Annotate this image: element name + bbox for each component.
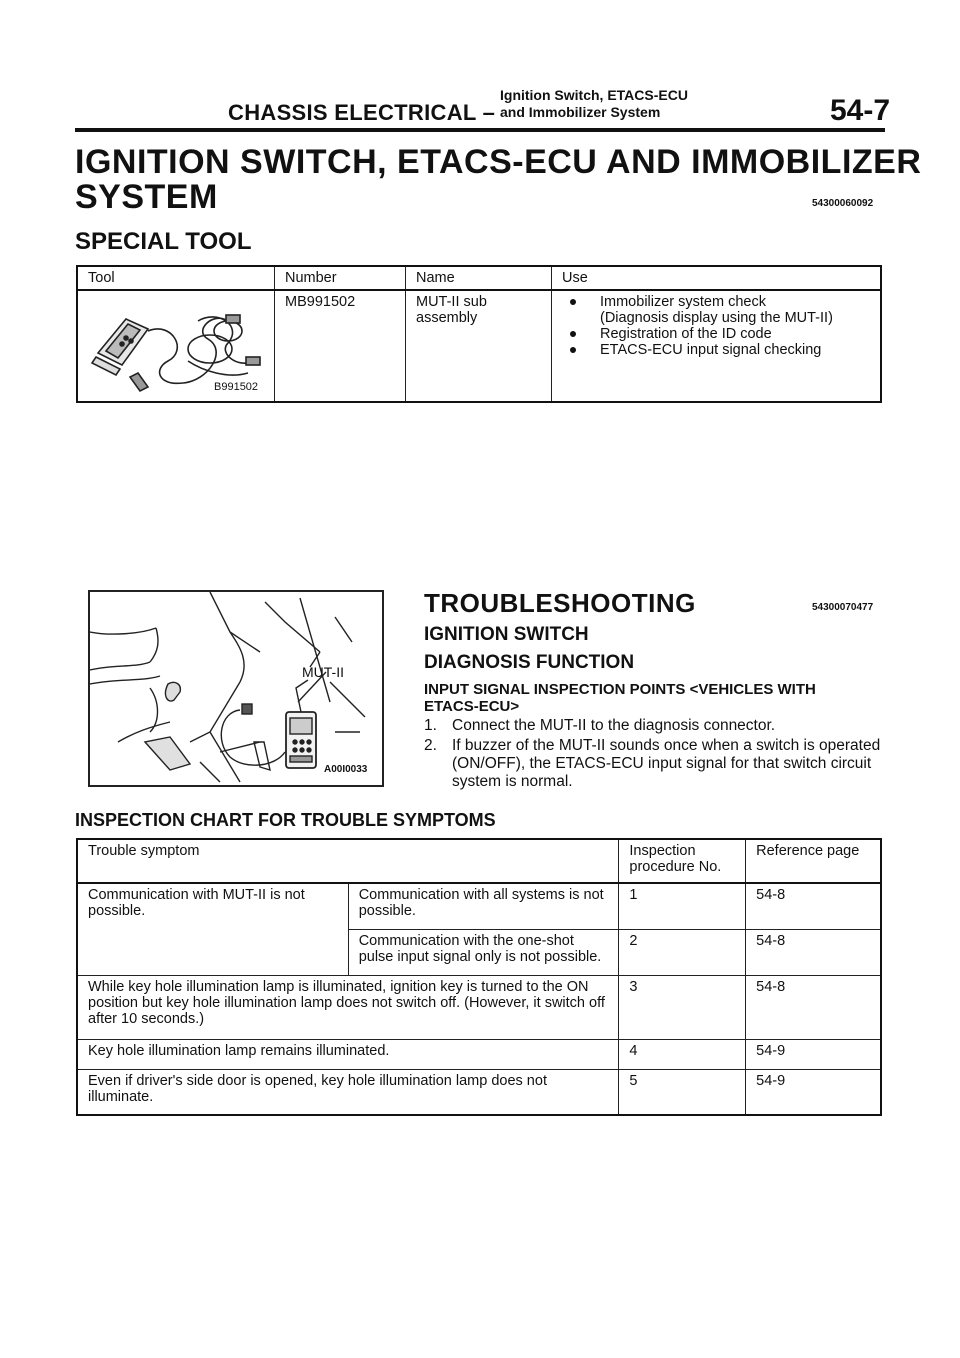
special-tool-table (76, 265, 882, 403)
step-text: Connect the MUT-II to the diagnosis connector. (452, 717, 776, 734)
bullet-icon (570, 347, 576, 353)
list-item: Immobilizer system check (562, 294, 870, 310)
page-title-line1: IGNITION SWITCH, ETACS-ECU AND IMMOBILIZER (75, 143, 922, 181)
tool-number: MB991502 (275, 290, 406, 402)
reference-page: 54-9 (746, 1069, 881, 1115)
list-item: (Diagnosis display using the MUT-II) (600, 310, 833, 326)
header-subtitle-line2: and Immobilizer System (500, 104, 661, 120)
bullet-icon (570, 299, 576, 305)
table-row (77, 290, 881, 402)
figure-device-label: MUT-II (302, 664, 344, 680)
col-trouble-symptom: Trouble symptom (77, 839, 619, 883)
table-row (77, 1069, 881, 1115)
special-tool-heading: SPECIAL TOOL (75, 228, 252, 255)
step-1 (424, 717, 884, 735)
col-inspection-no: Inspection procedure No. (619, 839, 746, 883)
reference-page: 54-8 (746, 975, 881, 1039)
procedure-no: 3 (619, 975, 746, 1039)
header-section: CHASSIS ELECTRICAL – (228, 100, 496, 125)
dashboard-illustration (90, 592, 382, 785)
header-subtitle-line1: Ignition Switch, ETACS-ECU (500, 87, 688, 103)
diagnosis-connector-figure (88, 590, 384, 787)
table-row (77, 975, 881, 1039)
step-text: If buzzer of the MUT-II sounds once when a switch is operated (ON/OFF), the ETACS-ECU input signal for that switch circuit system is normal. (452, 737, 881, 790)
page-number: 54-7 (830, 94, 891, 127)
troubleshooting-title: TROUBLESHOOTING (424, 588, 696, 618)
bullet-icon (570, 331, 576, 337)
symptom-group: Communication with MUT-II is not possible. (77, 883, 348, 975)
page-title-line2: SYSTEM (75, 178, 218, 216)
inspection-chart-title: INSPECTION CHART FOR TROUBLE SYMPTOMS (75, 810, 496, 830)
step-number: 2. (424, 737, 437, 754)
tool-use-list (562, 294, 870, 358)
list-item: Registration of the ID code (562, 326, 870, 342)
col-reference-page: Reference page (746, 839, 881, 883)
symptom: Key hole illumination lamp remains illuminated. (77, 1039, 619, 1069)
table-row (77, 883, 881, 929)
reference-page: 54-9 (746, 1039, 881, 1069)
table-header-row (77, 266, 881, 290)
tool-use-cell (552, 290, 882, 402)
table-row (77, 1039, 881, 1069)
ignition-switch-heading: IGNITION SWITCH (424, 624, 589, 645)
col-use: Use (552, 266, 882, 290)
col-number: Number (275, 266, 406, 290)
symptom: Even if driver's side door is opened, key hole illumination lamp does not illuminate. (77, 1069, 619, 1115)
symptom-sub: Communication with all systems is not possible. (348, 883, 619, 929)
procedure-no: 4 (619, 1039, 746, 1069)
step-2 (424, 737, 884, 791)
header-rule (75, 128, 885, 132)
tool-image-cell (77, 290, 275, 402)
diagnosis-function-heading: DIAGNOSIS FUNCTION (424, 652, 635, 673)
procedure-no: 5 (619, 1069, 746, 1115)
tool-image-label: B991502 (214, 381, 259, 393)
col-name: Name (406, 266, 552, 290)
inspection-chart-table (76, 838, 882, 1116)
title-code: 54300060092 (812, 198, 874, 209)
table-header-row (77, 839, 881, 883)
procedure-no: 1 (619, 883, 746, 929)
troubleshooting-code: 54300070477 (812, 602, 874, 613)
figure-code-label: A00I0033 (324, 764, 368, 775)
reference-page: 54-8 (746, 883, 881, 929)
procedure-no: 2 (619, 929, 746, 975)
input-signal-heading: INPUT SIGNAL INSPECTION POINTS <VEHICLES WITH ETACS-ECU> (424, 681, 816, 715)
symptom: While key hole illumination lamp is illuminated, ignition key is turned to the ON position but key hole illumination lamp does not switch off. (However, it switch off after 10 seconds.) (77, 975, 619, 1039)
step-number: 1. (424, 717, 437, 734)
list-item: ETACS-ECU input signal checking (562, 342, 870, 358)
tool-name: MUT-II sub assembly (406, 290, 552, 402)
reference-page: 54-8 (746, 929, 881, 975)
col-tool: Tool (77, 266, 275, 290)
symptom-sub: Communication with the one-shot pulse input signal only is not possible. (348, 929, 619, 975)
